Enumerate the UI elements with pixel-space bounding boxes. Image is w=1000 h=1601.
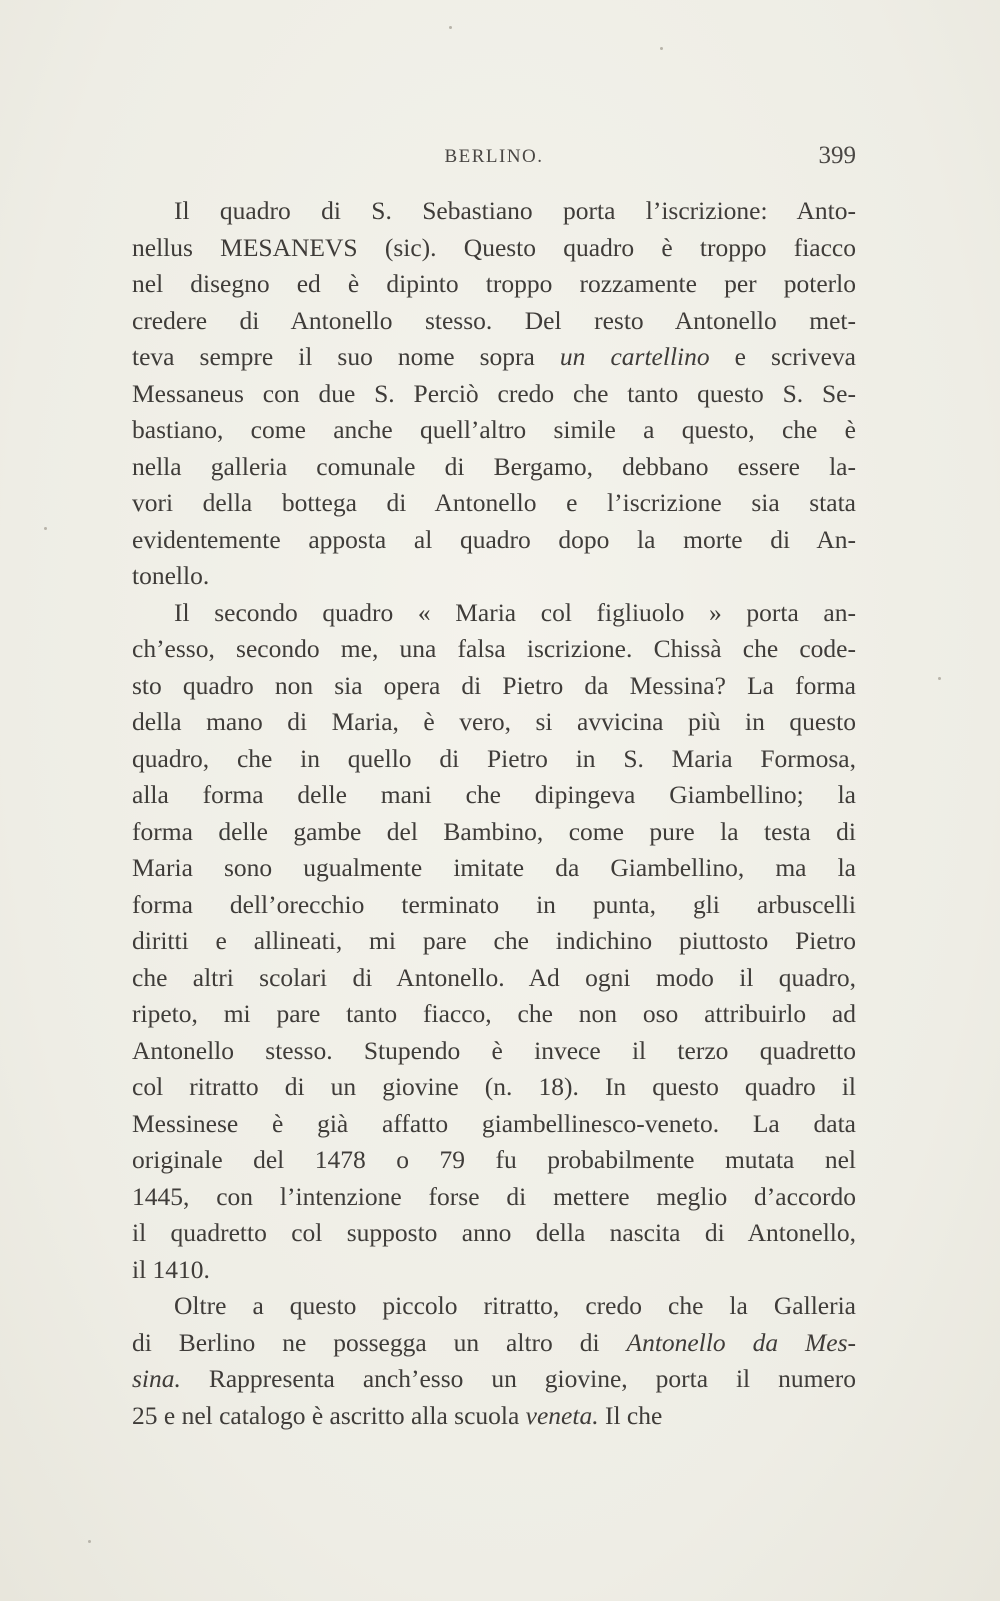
text-line <box>132 303 856 340</box>
text-line <box>132 1325 856 1362</box>
text-run: 25 e nel catalogo è ascritto alla scuola <box>132 1400 526 1430</box>
text-run: nel disegno ed è dipinto troppo rozzamente per poterlo <box>132 269 856 298</box>
text-line <box>132 558 856 595</box>
text-line <box>132 1288 856 1325</box>
text-run: che altri scolari di Antonello. Ad ogni modo il quadro, <box>132 962 856 992</box>
text-line <box>132 1215 856 1252</box>
italic-text: un cartellino <box>559 342 710 371</box>
text-line <box>132 1033 856 1070</box>
paper-speck <box>44 527 47 530</box>
text-run: Oltre a questo piccolo ritratto, credo che la Galleria <box>174 1291 856 1320</box>
text-run: nellus MESANEVS (sic). Questo quadro è troppo fiacco <box>132 232 856 262</box>
text-line <box>132 339 856 376</box>
text-line <box>132 704 856 741</box>
text-run: ch’esso, secondo me, una falsa iscrizione. Chissà che code- <box>132 634 856 663</box>
text-run: alla forma delle mani che dipingeva Giambellino; la <box>132 780 856 809</box>
text-line <box>132 449 856 486</box>
text-line <box>132 1398 856 1435</box>
paragraph <box>132 193 856 595</box>
text-line <box>132 1252 856 1289</box>
paper-speck <box>938 677 941 680</box>
text-run: sto quadro non sia opera di Pietro da Messina? La forma <box>132 670 856 700</box>
text-line <box>132 741 856 778</box>
text-line <box>132 1179 856 1216</box>
text-line <box>132 777 856 814</box>
text-line <box>132 923 856 960</box>
text-run: tonello. <box>132 561 210 590</box>
text-run: Maria sono ugualmente imitate da Giambellino, ma la <box>132 853 856 882</box>
text-run: originale del 1478 o 79 fu probabilmente mutata nel <box>132 1145 856 1174</box>
text-run: vori della bottega di Antonello e l’iscrizione sia stata <box>132 488 856 517</box>
italic-text: sina. <box>132 1364 181 1393</box>
text-run: Il quadro di S. Sebastiano porta l’iscrizione: Anto- <box>174 196 856 225</box>
text-line <box>132 1361 856 1398</box>
paper-speck <box>449 26 452 29</box>
text-run: Messinese è già affatto giambellinesco-veneto. La data <box>132 1108 856 1138</box>
text-line <box>132 814 856 851</box>
text-line <box>132 960 856 997</box>
italic-text: Antonello da Mes- <box>626 1327 856 1357</box>
text-run: Il che <box>598 1400 663 1430</box>
text-run: 1445, con l’intenzione forse di mettere meglio d’accordo <box>132 1181 856 1211</box>
text-run: teva sempre il suo nome sopra <box>132 342 560 371</box>
text-run: il 1410. <box>132 1254 210 1284</box>
text-line <box>132 193 856 230</box>
text-line <box>132 850 856 887</box>
text-run: evidentemente apposta al quadro dopo la morte di An- <box>132 524 856 554</box>
body-text <box>132 193 856 1434</box>
page-number: 399 <box>818 142 856 169</box>
text-line <box>132 266 856 303</box>
text-run: Il secondo quadro « Maria col figliuolo » porta an- <box>174 597 856 627</box>
text-run: forma dell’orecchio terminato in punta, gli arbuscelli <box>132 889 856 919</box>
text-line <box>132 376 856 413</box>
text-run: della mano di Maria, è vero, si avvicina più in questo <box>132 707 856 736</box>
text-line <box>132 485 856 522</box>
text-run: forma delle gambe del Bambino, come pure la testa di <box>132 816 856 846</box>
text-run: bastiano, come anche quell’altro simile a questo, che è <box>132 415 856 444</box>
text-line <box>132 1069 856 1106</box>
running-head <box>132 142 856 176</box>
text-run: il quadretto col supposto anno della nascita di Antonello, <box>132 1218 856 1247</box>
text-line <box>132 668 856 705</box>
text-line <box>132 1142 856 1179</box>
text-run: diritti e allineati, mi pare che indichino piuttosto Pietro <box>132 926 856 955</box>
text-line <box>132 996 856 1033</box>
paper-speck <box>88 1540 91 1543</box>
text-run: ripeto, mi pare tanto fiacco, che non oso attribuirlo ad <box>132 999 856 1028</box>
text-run: Antonello stesso. Stupendo è invece il terzo quadretto <box>132 1035 856 1065</box>
text-line <box>132 595 856 632</box>
text-line <box>132 887 856 924</box>
header-title: BERLINO. <box>444 146 544 167</box>
text-line <box>132 412 856 449</box>
text-run: nella galleria comunale di Bergamo, debbano essere la- <box>132 451 856 481</box>
text-run: credere di Antonello stesso. Del resto Antonello met- <box>132 305 856 335</box>
text-run: di Berlino ne possegga un altro di <box>132 1327 627 1357</box>
text-run: Messaneus con due S. Perciò credo che tanto questo S. Se- <box>132 378 856 408</box>
text-line <box>132 522 856 559</box>
paper-speck <box>660 47 663 50</box>
text-line <box>132 631 856 668</box>
paragraph <box>132 595 856 1289</box>
text-run: col ritratto di un giovine (n. 18). In questo quadro il <box>132 1072 856 1101</box>
text-run: e scriveva <box>709 342 856 371</box>
paragraph <box>132 1288 856 1434</box>
text-run: quadro, che in quello di Pietro in S. Maria Formosa, <box>132 743 856 773</box>
italic-text: veneta. <box>525 1400 599 1430</box>
text-run: Rappresenta anch’esso un giovine, porta il numero <box>180 1364 856 1393</box>
text-line <box>132 230 856 267</box>
text-line <box>132 1106 856 1143</box>
